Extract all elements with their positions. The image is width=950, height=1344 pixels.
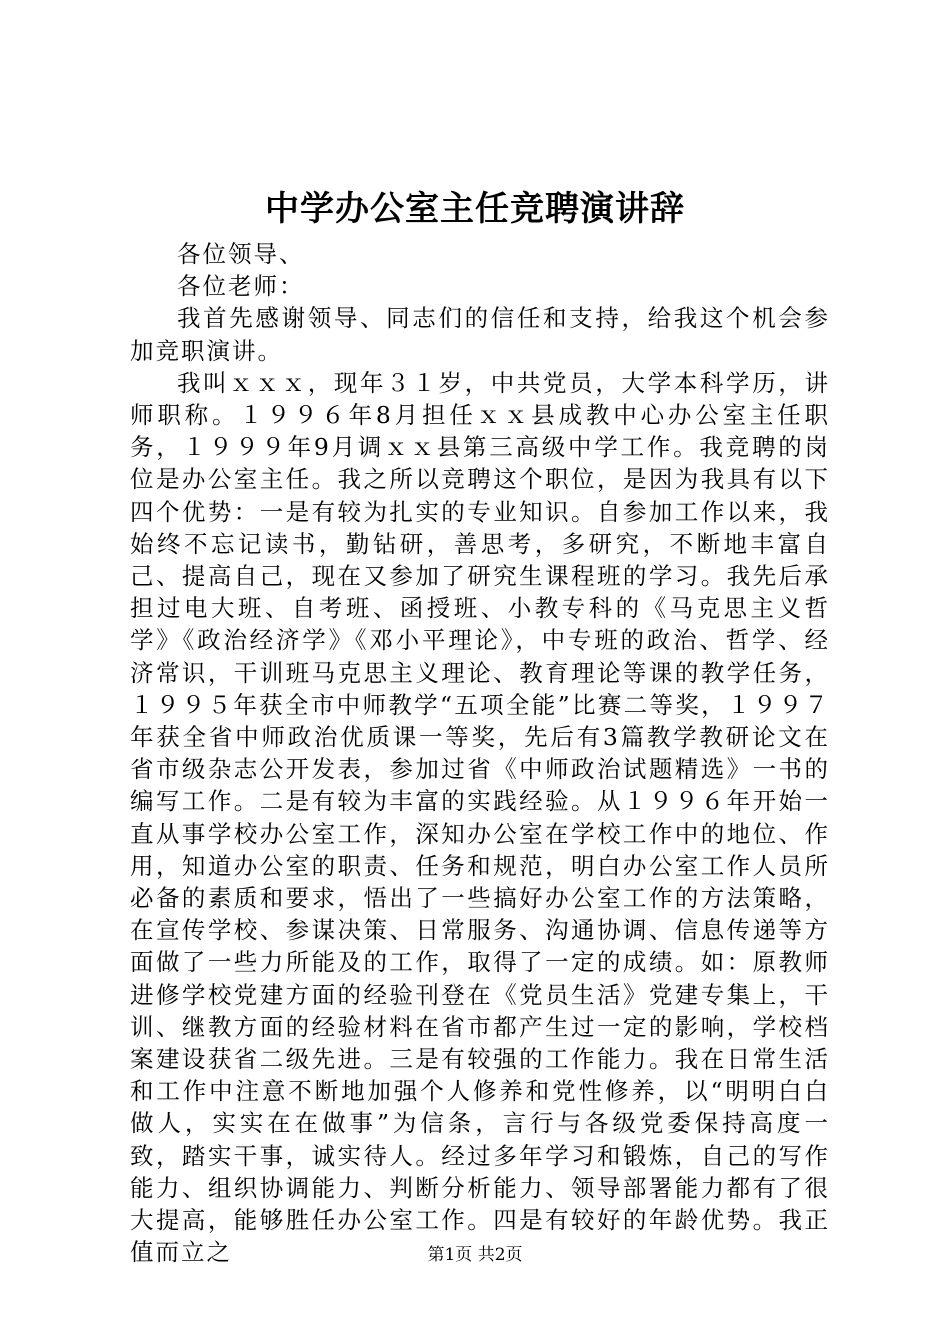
- paragraph-self-introduction: 我叫ｘｘｘ，现年３１岁，中共党员，大学本科学历，讲师职称。１９９６年8月担任ｘｘ县成教中心办公室主任职务，１９９９年9月调ｘｘ县第三高级中学工作。我竞聘的岗位是办公室主任。我之所以竞聘这个职位，是因为我具有以下四个优势：一是有较为扎实的专业知识。自参加工作以来，我始终不忘记读书，勤钻研，善思考，多研究，不断地丰富自己、提高自己，现在又参加了研究生课程班的学习。我先后承担过电大班、自考班、函授班、小教专科的《马克思主义哲学》《政治经济学》《邓小平理论》，中专班的政治、哲学、经济常识，干训班马克思主义理论、教育理论等课的教学任务，１９９５年获全市中师教学“五项全能”比赛二等奖，１９９７年获全省中师政治优质课一等奖，先后有3篇教学教研论文在省市级杂志公开发表，参加过省《中师政治试题精选》一书的编写工作。二是有较为丰富的实践经验。从１９９６年开始一直从事学校办公室工作，深知办公室在学校工作中的地位、作用，知道办公室的职责、任务和规范，明白办公室工作人员所必备的素质和要求，悟出了一些搞好办公室工作的方法策略，在宣传学校、参谋决策、日常服务、沟通协调、信息传递等方面做了一些力所能及的工作，取得了一定的成绩。如：原教师进修学校党建方面的经验刊登在《党员生活》党建专集上，干训、继教方面的经验材料在省市都产生过一定的影响，学校档案建设获省二级先进。三是有较强的工作能力。我在日常生活和工作中注意不断地加强个人修养和党性修养，以“明明白白做人，实实在在做事”为信条，言行与各级党委保持高度一致，踏实干事，诚实待人。经过多年学习和锻炼，自己的写作能力、组织协调能力、判断分析能力、领导部署能力都有了很大提高，能够胜任办公室工作。四是有较好的年龄优势。我正值而立之: [130, 368, 830, 1267]
- salutation-leaders: 各位领导、: [177, 240, 305, 268]
- paragraph-thanks: 我首先感谢领导、同志们的信任和支持，给我这个机会参加竞职演讲。: [130, 304, 830, 365]
- salutation-teachers: 各位老师：: [177, 272, 305, 301]
- page-number-footer: 第1页 共2页: [427, 1245, 523, 1265]
- document-body: [130, 238, 830, 1269]
- document-title: 中学办公室主任竞聘演讲辞: [265, 189, 685, 229]
